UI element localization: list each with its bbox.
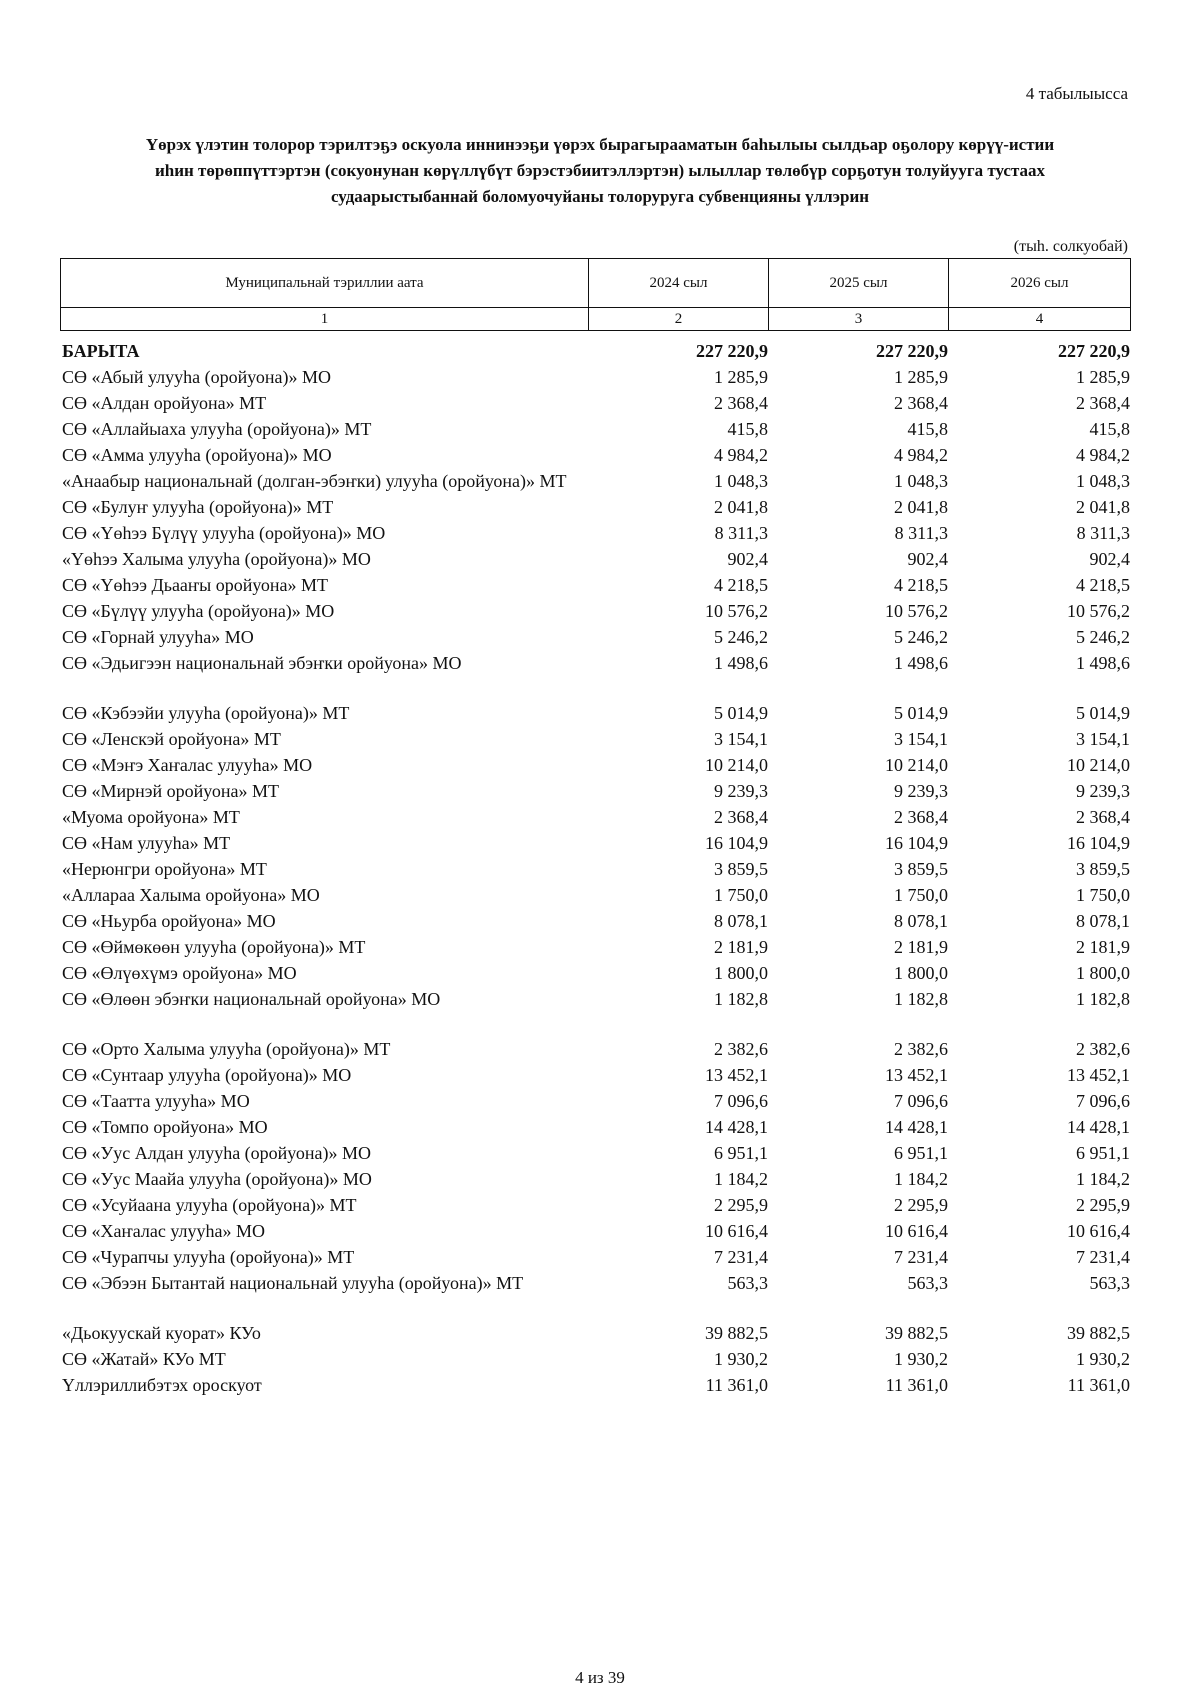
municipality-name: СӨ «Өймөкөөн улууһа (оройуона)» МТ bbox=[62, 937, 366, 957]
value-2024: 1 184,2 bbox=[714, 1169, 768, 1189]
group-spacer bbox=[60, 676, 1130, 700]
value-2026: 6 951,1 bbox=[1076, 1143, 1130, 1163]
table-row bbox=[60, 986, 1130, 1012]
value-2026: 4 984,2 bbox=[1076, 445, 1130, 465]
municipality-name: СӨ «Жатай» КУо МТ bbox=[62, 1349, 226, 1369]
value-2025: 563,3 bbox=[907, 1273, 948, 1293]
value-2024: 1 930,2 bbox=[714, 1349, 768, 1369]
header-2026: 2026 сыл bbox=[949, 259, 1131, 308]
table-row bbox=[60, 908, 1130, 934]
value-2024: 1 750,0 bbox=[714, 885, 768, 905]
table-row bbox=[60, 1244, 1130, 1270]
value-2025: 902,4 bbox=[907, 549, 948, 569]
value-2026: 563,3 bbox=[1089, 1273, 1130, 1293]
value-2025: 2 041,8 bbox=[894, 497, 948, 517]
value-2024: 4 218,5 bbox=[714, 575, 768, 595]
municipality-name: СӨ «Бүлүү улууһа (оройуона)» МО bbox=[62, 601, 335, 621]
table-row bbox=[60, 390, 1130, 416]
value-2025: 13 452,1 bbox=[885, 1065, 948, 1085]
value-2025: 8 078,1 bbox=[894, 911, 948, 931]
value-2026: 14 428,1 bbox=[1067, 1117, 1130, 1137]
value-2024: 4 984,2 bbox=[714, 445, 768, 465]
table-row bbox=[60, 700, 1130, 726]
table-row bbox=[60, 1346, 1130, 1372]
table-row bbox=[60, 1372, 1130, 1398]
value-2024: 2 295,9 bbox=[714, 1195, 768, 1215]
value-2026: 11 361,0 bbox=[1067, 1375, 1130, 1395]
table-row bbox=[60, 1036, 1130, 1062]
value-2025: 227 220,9 bbox=[876, 341, 948, 361]
group-spacer bbox=[60, 1296, 1130, 1320]
municipality-name: СӨ «Өлөөн эбэҥки национальнай оройуона» МО bbox=[62, 989, 441, 1009]
title-line: иһин төрөппүттэртэн (сокуонунан көрүллүбүт бэрэстэбиитэллэртэн) ылыллар төлөбүр сорҕотун толуйууга тустаах bbox=[154, 161, 1046, 180]
page-number: 4 из 39 bbox=[575, 1668, 625, 1687]
municipality-name: СӨ «Чурапчы улууһа (оройуона)» МТ bbox=[62, 1247, 355, 1267]
municipality-name: СӨ «Амма улууһа (оройуона)» МО bbox=[62, 445, 332, 465]
municipality-name: СӨ «Булуҥ улууһа (оройуона)» МТ bbox=[62, 497, 334, 517]
value-2026: 5 246,2 bbox=[1076, 627, 1130, 647]
table-row bbox=[60, 520, 1130, 546]
unit-label: (тыһ. солкуобай) bbox=[1013, 238, 1128, 255]
table-row bbox=[60, 804, 1130, 830]
municipality-name: СӨ «Нам улууһа» МТ bbox=[62, 833, 231, 853]
table-row bbox=[60, 752, 1130, 778]
value-2025: 4 218,5 bbox=[894, 575, 948, 595]
value-2024: 563,3 bbox=[727, 1273, 768, 1293]
value-2025: 2 181,9 bbox=[894, 937, 948, 957]
municipality-name: СӨ «Усуйаана улууһа (оройуона)» МТ bbox=[62, 1195, 357, 1215]
municipality-name: СӨ «Хаҥалас улууһа» МО bbox=[62, 1221, 266, 1241]
value-2026: 2 382,6 bbox=[1076, 1039, 1130, 1059]
table-row bbox=[60, 934, 1130, 960]
value-2025: 6 951,1 bbox=[894, 1143, 948, 1163]
table-row bbox=[60, 1088, 1130, 1114]
table-row bbox=[60, 364, 1130, 390]
table-row bbox=[60, 546, 1130, 572]
value-2026: 1 930,2 bbox=[1076, 1349, 1130, 1369]
value-2026: 415,8 bbox=[1089, 419, 1130, 439]
value-2025: 3 154,1 bbox=[894, 729, 948, 749]
value-2026: 1 182,8 bbox=[1076, 989, 1130, 1009]
value-2025: 1 750,0 bbox=[894, 885, 948, 905]
value-2024: 5 014,9 bbox=[714, 703, 768, 723]
value-2024: 2 181,9 bbox=[714, 937, 768, 957]
municipality-name: БАРЫТА bbox=[62, 341, 140, 361]
table-row bbox=[60, 1062, 1130, 1088]
value-2025: 7 096,6 bbox=[894, 1091, 948, 1111]
value-2026: 1 498,6 bbox=[1076, 653, 1130, 673]
municipality-name: «Дьокуускай куорат» КУо bbox=[62, 1323, 261, 1343]
value-2026: 10 214,0 bbox=[1067, 755, 1130, 775]
title-line: Үөрэх үлэтин толорор тэрилтэҕэ оскуола иннинээҕи үөрэх бырагырааматын баһылыы сылдьар оҕолору көрүү-истии bbox=[145, 135, 1055, 154]
municipality-name: Үллэриллибэтэх ороскуот bbox=[62, 1375, 262, 1395]
value-2025: 10 616,4 bbox=[885, 1221, 948, 1241]
table-row bbox=[60, 960, 1130, 986]
value-2026: 2 295,9 bbox=[1076, 1195, 1130, 1215]
value-2026: 7 096,6 bbox=[1076, 1091, 1130, 1111]
value-2026: 1 285,9 bbox=[1076, 367, 1130, 387]
value-2025: 8 311,3 bbox=[894, 523, 948, 543]
value-2026: 1 750,0 bbox=[1076, 885, 1130, 905]
value-2026: 10 616,4 bbox=[1067, 1221, 1130, 1241]
value-2024: 3 859,5 bbox=[714, 859, 768, 879]
value-2025: 4 984,2 bbox=[894, 445, 948, 465]
table-row bbox=[60, 572, 1130, 598]
municipality-name: «Аллараа Халыма оройуона» МО bbox=[62, 885, 320, 905]
value-2024: 1 182,8 bbox=[714, 989, 768, 1009]
value-2024: 7 231,4 bbox=[714, 1247, 768, 1267]
value-2025: 2 295,9 bbox=[894, 1195, 948, 1215]
value-2026: 16 104,9 bbox=[1067, 833, 1130, 853]
value-2026: 1 184,2 bbox=[1076, 1169, 1130, 1189]
table-body bbox=[60, 338, 1130, 1398]
value-2025: 1 930,2 bbox=[894, 1349, 948, 1369]
value-2024: 16 104,9 bbox=[705, 833, 768, 853]
municipality-name: СӨ «Өлүөхүмэ оройуона» МО bbox=[62, 963, 297, 983]
value-2024: 13 452,1 bbox=[705, 1065, 768, 1085]
municipality-name: СӨ «Таатта улууһа» МО bbox=[62, 1091, 250, 1111]
table-row bbox=[60, 1140, 1130, 1166]
municipality-name: «Нерюнгри оройуона» МТ bbox=[62, 859, 267, 879]
value-2025: 14 428,1 bbox=[885, 1117, 948, 1137]
value-2025: 7 231,4 bbox=[894, 1247, 948, 1267]
value-2025: 2 382,6 bbox=[894, 1039, 948, 1059]
value-2024: 2 382,6 bbox=[714, 1039, 768, 1059]
municipality-name: СӨ «Уус Алдан улууһа (оройуона)» МО bbox=[62, 1143, 371, 1163]
value-2026: 227 220,9 bbox=[1058, 341, 1130, 361]
value-2025: 1 184,2 bbox=[894, 1169, 948, 1189]
value-2026: 3 154,1 bbox=[1076, 729, 1130, 749]
municipality-name: «Муома оройуона» МТ bbox=[62, 807, 240, 827]
value-2024: 5 246,2 bbox=[714, 627, 768, 647]
table-header bbox=[60, 258, 1131, 331]
column-number: 2 bbox=[589, 308, 769, 331]
table-row bbox=[60, 468, 1130, 494]
value-2025: 16 104,9 bbox=[885, 833, 948, 853]
value-2025: 2 368,4 bbox=[894, 807, 948, 827]
annex-label: 4 табылыысса bbox=[1025, 84, 1128, 103]
value-2024: 227 220,9 bbox=[696, 341, 768, 361]
value-2026: 2 368,4 bbox=[1076, 807, 1130, 827]
value-2025: 1 498,6 bbox=[894, 653, 948, 673]
table-row bbox=[60, 650, 1130, 676]
value-2025: 415,8 bbox=[907, 419, 948, 439]
value-2024: 6 951,1 bbox=[714, 1143, 768, 1163]
value-2025: 11 361,0 bbox=[885, 1375, 948, 1395]
header-2024: 2024 сыл bbox=[589, 259, 769, 308]
table-row bbox=[60, 442, 1130, 468]
value-2024: 39 882,5 bbox=[705, 1323, 768, 1343]
group-spacer bbox=[60, 1012, 1130, 1036]
municipality-name: СӨ «Мэҥэ Хаҥалас улууһа» МО bbox=[62, 755, 313, 775]
table-row bbox=[60, 494, 1130, 520]
value-2026: 3 859,5 bbox=[1076, 859, 1130, 879]
table-row bbox=[60, 1166, 1130, 1192]
value-2025: 2 368,4 bbox=[894, 393, 948, 413]
column-number: 1 bbox=[61, 308, 589, 331]
table-row bbox=[60, 882, 1130, 908]
value-2026: 5 014,9 bbox=[1076, 703, 1130, 723]
table-row bbox=[60, 416, 1130, 442]
value-2024: 8 311,3 bbox=[714, 523, 768, 543]
value-2026: 8 311,3 bbox=[1076, 523, 1130, 543]
municipality-name: СӨ «Үөһээ Бүлүү улууһа (оройуона)» МО bbox=[62, 523, 386, 543]
value-2025: 10 576,2 bbox=[885, 601, 948, 621]
value-2024: 415,8 bbox=[727, 419, 768, 439]
value-2025: 5 246,2 bbox=[894, 627, 948, 647]
value-2026: 1 800,0 bbox=[1076, 963, 1130, 983]
municipality-name: СӨ «Уус Маайа улууһа (оройуона)» МО bbox=[62, 1169, 372, 1189]
column-number: 4 bbox=[949, 308, 1131, 331]
value-2026: 13 452,1 bbox=[1067, 1065, 1130, 1085]
value-2024: 3 154,1 bbox=[714, 729, 768, 749]
value-2026: 9 239,3 bbox=[1076, 781, 1130, 801]
value-2025: 39 882,5 bbox=[885, 1323, 948, 1343]
table-row bbox=[60, 1270, 1130, 1296]
value-2025: 1 800,0 bbox=[894, 963, 948, 983]
value-2024: 10 616,4 bbox=[705, 1221, 768, 1241]
table-row bbox=[60, 598, 1130, 624]
value-2024: 1 048,3 bbox=[714, 471, 768, 491]
value-2026: 10 576,2 bbox=[1067, 601, 1130, 621]
municipality-name: СӨ «Сунтаар улууһа (оройуона)» МО bbox=[62, 1065, 352, 1085]
table-row bbox=[60, 1192, 1130, 1218]
value-2025: 1 048,3 bbox=[894, 471, 948, 491]
value-2024: 11 361,0 bbox=[705, 1375, 768, 1395]
table-row bbox=[60, 1320, 1130, 1346]
value-2026: 2 041,8 bbox=[1076, 497, 1130, 517]
total-row bbox=[60, 338, 1130, 364]
value-2025: 10 214,0 bbox=[885, 755, 948, 775]
table-row bbox=[60, 1218, 1130, 1244]
value-2024: 1 800,0 bbox=[714, 963, 768, 983]
value-2024: 10 576,2 bbox=[705, 601, 768, 621]
value-2026: 2 181,9 bbox=[1076, 937, 1130, 957]
municipality-name: СӨ «Горнай улууһа» МО bbox=[62, 627, 254, 647]
value-2024: 2 368,4 bbox=[714, 393, 768, 413]
value-2024: 9 239,3 bbox=[714, 781, 768, 801]
value-2026: 39 882,5 bbox=[1067, 1323, 1130, 1343]
value-2024: 7 096,6 bbox=[714, 1091, 768, 1111]
municipality-name: СӨ «Томпо оройуона» МО bbox=[62, 1117, 268, 1137]
value-2024: 1 285,9 bbox=[714, 367, 768, 387]
municipality-name: СӨ «Кэбээйи улууһа (оройуона)» МТ bbox=[62, 703, 350, 723]
value-2025: 1 182,8 bbox=[894, 989, 948, 1009]
header-municipality: Муниципальнай тэриллии аата bbox=[61, 259, 589, 308]
municipality-name: «Анаабыр национальнай (долган-эбэҥки) улууһа (оройуона)» МТ bbox=[62, 471, 567, 491]
table-row bbox=[60, 856, 1130, 882]
table-row bbox=[60, 778, 1130, 804]
municipality-name: СӨ «Абый улууһа (оройуона)» МО bbox=[62, 367, 331, 387]
municipality-name: СӨ «Аллайыаха улууһа (оройуона)» МТ bbox=[62, 419, 372, 439]
value-2026: 7 231,4 bbox=[1076, 1247, 1130, 1267]
column-number: 3 bbox=[769, 308, 949, 331]
data-table bbox=[60, 338, 1130, 1398]
value-2024: 902,4 bbox=[727, 549, 768, 569]
document-title bbox=[70, 132, 1130, 210]
table-row bbox=[60, 1114, 1130, 1140]
value-2026: 902,4 bbox=[1089, 549, 1130, 569]
value-2026: 8 078,1 bbox=[1076, 911, 1130, 931]
municipality-name: СӨ «Орто Халыма улууһа (оройуона)» МТ bbox=[62, 1039, 391, 1059]
value-2024: 2 041,8 bbox=[714, 497, 768, 517]
municipality-name: СӨ «Ньурба оройуона» МО bbox=[62, 911, 276, 931]
table-row bbox=[60, 830, 1130, 856]
value-2025: 9 239,3 bbox=[894, 781, 948, 801]
value-2025: 3 859,5 bbox=[894, 859, 948, 879]
municipality-name: СӨ «Ленскэй оройуона» МТ bbox=[62, 729, 281, 749]
value-2024: 1 498,6 bbox=[714, 653, 768, 673]
value-2026: 4 218,5 bbox=[1076, 575, 1130, 595]
municipality-name: СӨ «Мирнэй оройуона» МТ bbox=[62, 781, 279, 801]
municipality-name: СӨ «Алдан оройуона» МТ bbox=[62, 393, 267, 413]
value-2024: 8 078,1 bbox=[714, 911, 768, 931]
municipality-name: «Үөһээ Халыма улууһа (оройуона)» МО bbox=[62, 549, 371, 569]
value-2024: 14 428,1 bbox=[705, 1117, 768, 1137]
value-2026: 1 048,3 bbox=[1076, 471, 1130, 491]
title-line: судаарыстыбаннай боломуочуйаны толоруруга субвенцияны үллэрин bbox=[330, 187, 870, 206]
table-row bbox=[60, 624, 1130, 650]
municipality-name: СӨ «Үөһээ Дьааҥы оройуона» МТ bbox=[62, 575, 329, 595]
value-2024: 10 214,0 bbox=[705, 755, 768, 775]
header-2025: 2025 сыл bbox=[769, 259, 949, 308]
table-row bbox=[60, 726, 1130, 752]
value-2025: 5 014,9 bbox=[894, 703, 948, 723]
municipality-name: СӨ «Эдьигээн национальнай эбэҥки оройуона» МО bbox=[62, 653, 462, 673]
value-2025: 1 285,9 bbox=[894, 367, 948, 387]
value-2026: 2 368,4 bbox=[1076, 393, 1130, 413]
municipality-name: СӨ «Эбээн Бытантай национальнай улууһа (оройуона)» МТ bbox=[62, 1273, 524, 1293]
value-2024: 2 368,4 bbox=[714, 807, 768, 827]
